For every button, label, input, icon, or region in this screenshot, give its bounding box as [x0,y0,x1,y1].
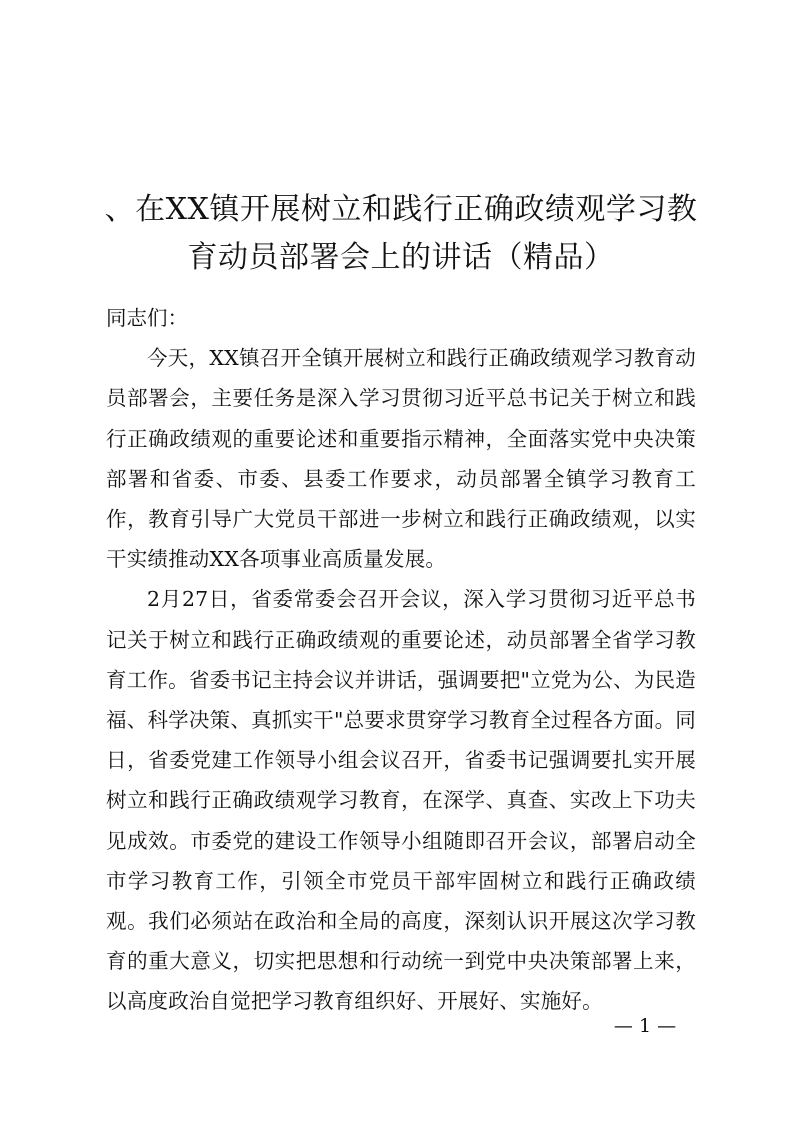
title-line-1: 、在XX镇开展树立和践行正确政绩观学习教 [104,192,698,227]
paragraph-2: 2月27日，省委常委会召开会议，深入学习贯彻习近平总书记关于树立和践行正确政绩观的重要论述，动员部署全省学习教育工作。省委书记主持会议并讲话，强调要把"立党为公、为民造福、科学决策、真抓实干"总要求贯穿学习教育全过程各方面。同日，省委党建工作领导小组会议召开，省委书记强调要扎实开展树立和践行正确政绩观学习教育，在深学、真查、实改上下功夫见成效。市委党的建设工作领导小组随即召开会议，部署启动全市学习教育工作，引领全市党员干部牢固树立和践行正确政绩观。我们必须站在政治和全局的高度，深刻认识开展这次学习教育的重大意义，切实把思想和行动统一到党中央决策部署上来，以高度政治自觉把学习教育组织好、开展好、实施好。 [106,587,696,1014]
document-body [106,298,696,1022]
title-line-2: 育动员部署会上的讲话（精品） [187,240,615,275]
page-number: — 1 — [613,1015,677,1037]
salutation: 同志们： [106,306,188,330]
document-title [96,186,706,282]
paragraph-1: 今天，XX镇召开全镇开展树立和践行正确政绩观学习教育动员部署会，主要任务是深入学习贯彻习近平总书记关于树立和践行正确政绩观的重要论述和重要指示精神，全面落实党中央决策部署和省委、市委、县委工作要求，动员部署全镇学习教育工作，教育引导广大党员干部进一步树立和践行正确政绩观，以实干实绩推动XX各项事业高质量发展。 [106,346,696,572]
